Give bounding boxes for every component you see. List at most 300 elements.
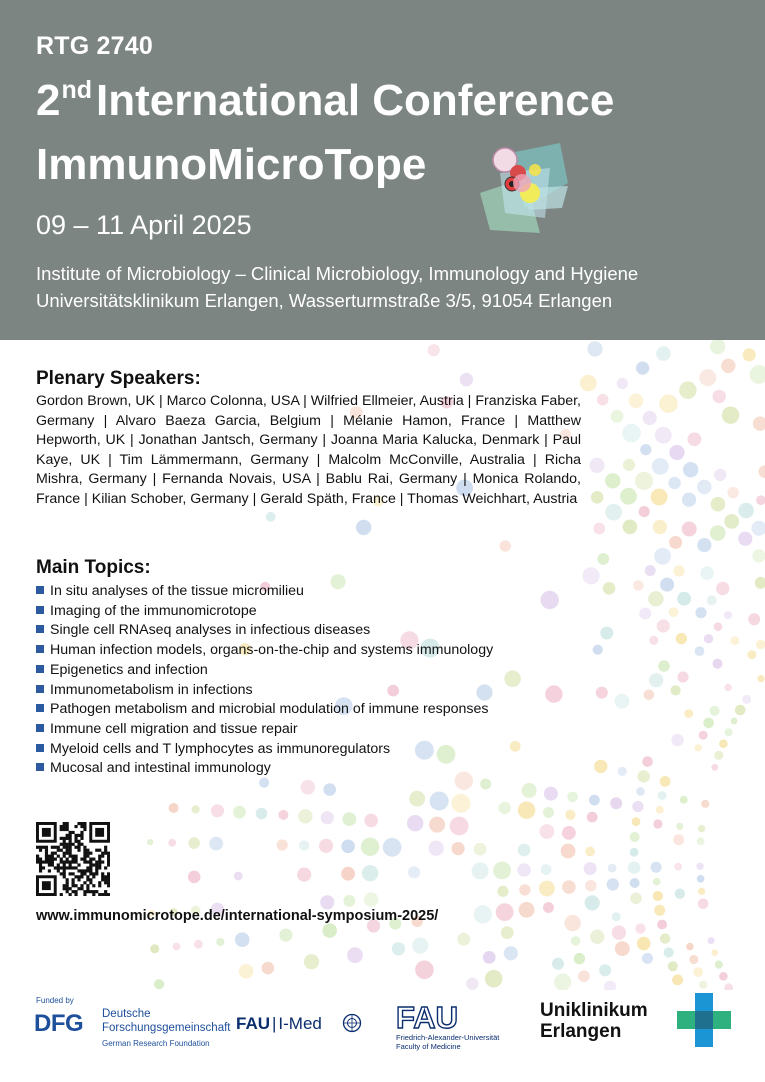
- topic-item: [36, 602, 493, 622]
- decorative-dot: [725, 728, 733, 736]
- decorative-dot: [150, 944, 159, 953]
- topic-item: [36, 621, 493, 641]
- topic-item: [36, 740, 493, 760]
- program-label: RTG 2740: [36, 32, 153, 60]
- decorative-dot: [684, 709, 693, 718]
- decorative-dot: [653, 878, 661, 886]
- decorative-dot: [735, 705, 746, 716]
- decorative-dot: [699, 731, 708, 740]
- plenary-speakers-list: Gordon Brown, UK | Marco Colonna, USA | Wilfried Ellmeier, Austria | Franziska Faber, Germany | Alvaro Baeza Garcia, Belgium | Mélanie Hamon, France | Matthew Hepworth, UK | Jonathan Jantsch, Germany | Joanna Maria Kalucka, Denmark | Paul Kaye, UK | Tim Lämmermann, Germany | Malcolm McConville, Australia | Richa Mishra, Germany | Fernanda Novais, USA | Bablu Rai, Germany | Monica Rolando, France | Kilian Schober, Germany | Gerald Späth, France | Thomas Weichhart, Austria: [36, 393, 581, 507]
- decorative-dot: [597, 553, 609, 565]
- conference-title-line2: ImmunoMicroTope: [36, 140, 427, 189]
- decorative-dot: [658, 660, 670, 672]
- plenary-speakers-heading: Plenary Speakers:: [36, 368, 201, 389]
- decorative-dot: [727, 487, 738, 498]
- decorative-dot: [590, 930, 604, 944]
- topic-item: [36, 681, 493, 701]
- decorative-dot: [752, 549, 765, 562]
- decorative-dot: [266, 512, 276, 522]
- square-bullet-icon: [36, 625, 44, 633]
- dfg-name-line1: Deutsche: [102, 1008, 151, 1020]
- fau-imed-fau: FAU: [236, 1014, 270, 1033]
- decorative-dot: [428, 841, 443, 856]
- venue-line1: Institute of Microbiology – Clinical Microbiology, Immunology and Hygiene: [36, 263, 639, 284]
- decorative-dot: [450, 817, 469, 836]
- decorative-dot: [474, 843, 487, 856]
- decorative-dot: [361, 838, 379, 856]
- decorative-dot: [675, 889, 685, 899]
- decorative-dot: [497, 886, 508, 897]
- decorative-dot: [362, 865, 378, 881]
- topic-item: [36, 641, 493, 661]
- decorative-dot: [714, 622, 723, 631]
- decorative-dot: [322, 923, 337, 938]
- decorative-dot: [697, 480, 711, 494]
- decorative-dot: [676, 823, 683, 830]
- decorative-dot: [711, 497, 726, 512]
- decorative-dot: [636, 787, 645, 796]
- fau-imed-emblem-icon: [342, 1013, 362, 1033]
- decorative-dot: [517, 863, 531, 877]
- decorative-dot: [552, 958, 564, 970]
- decorative-dot: [519, 902, 535, 918]
- decorative-dot: [642, 756, 653, 767]
- decorative-dot: [668, 961, 678, 971]
- topic-label: Human infection models, organs-on-the-chip and systems immunology: [50, 642, 494, 659]
- decorative-dot: [545, 685, 562, 702]
- decorative-dot: [671, 734, 683, 746]
- topic-label: Pathogen metabolism and microbial modulation of immune responses: [50, 701, 489, 718]
- decorative-dot: [654, 548, 671, 565]
- decorative-dot: [701, 800, 709, 808]
- decorative-dot: [660, 578, 674, 592]
- topic-item: [36, 700, 493, 720]
- decorative-dot: [719, 739, 728, 748]
- decorative-dot: [714, 469, 726, 481]
- decorative-dot: [672, 974, 683, 985]
- decorative-dot: [173, 943, 181, 951]
- square-bullet-icon: [36, 763, 44, 771]
- dfg-name-line2: Forschungsgemeinschaft: [102, 1022, 231, 1034]
- decorative-dot: [686, 943, 694, 951]
- square-bullet-icon: [36, 606, 44, 614]
- decorative-dot: [695, 744, 702, 751]
- decorative-dot: [501, 926, 514, 939]
- title-rest: International Conference: [96, 76, 615, 125]
- decorative-dot: [676, 633, 687, 644]
- decorative-dot: [642, 953, 653, 964]
- square-bullet-icon: [36, 665, 44, 673]
- square-bullet-icon: [36, 744, 44, 752]
- topic-label: Immune cell migration and tissue repair: [50, 720, 298, 737]
- decorative-dot: [711, 949, 718, 956]
- uniklinikum-name-line2: Erlangen: [540, 1021, 622, 1042]
- decorative-dot: [299, 840, 309, 850]
- decorative-dot: [635, 923, 645, 933]
- decorative-dot: [600, 627, 613, 640]
- dfg-english-name: German Research Foundation: [102, 1039, 210, 1048]
- topic-label: Epigenetics and infection: [50, 661, 208, 678]
- decorative-dot: [677, 592, 691, 606]
- decorative-dot: [383, 838, 402, 857]
- decorative-dot: [323, 783, 336, 796]
- decorative-dot: [714, 751, 723, 760]
- decorative-dot: [698, 888, 705, 895]
- decorative-dot: [710, 525, 726, 541]
- immunomicrotope-logo-icon: [470, 138, 580, 248]
- dfg-funded-by: Funded by: [36, 996, 74, 1005]
- decorative-dot: [615, 694, 630, 709]
- decorative-dot: [639, 506, 650, 517]
- decorative-dot: [680, 796, 688, 804]
- decorative-dot: [493, 862, 511, 880]
- decorative-dot: [347, 947, 363, 963]
- decorative-dot: [409, 791, 425, 807]
- decorative-dot: [698, 899, 709, 910]
- decorative-dot: [628, 861, 641, 874]
- decorative-dot: [668, 477, 680, 489]
- decorative-dot: [580, 375, 597, 392]
- decorative-dot: [757, 675, 764, 682]
- decorative-dot: [147, 839, 153, 845]
- decorative-dot: [715, 961, 723, 969]
- decorative-dot: [673, 834, 684, 845]
- decorative-dot: [669, 607, 679, 617]
- decorative-dot: [392, 942, 405, 955]
- decorative-dot: [615, 941, 630, 956]
- dfg-logo: DFG: [34, 1010, 84, 1037]
- decorative-dot: [539, 881, 555, 897]
- decorative-dot: [651, 862, 662, 873]
- topic-label: Myeloid cells and T lymphocytes as immunoregulators: [50, 740, 391, 757]
- decorative-dot: [657, 920, 667, 930]
- decorative-dot: [364, 814, 378, 828]
- decorative-dot: [711, 764, 718, 771]
- decorative-dot: [752, 521, 765, 536]
- decorative-dot: [653, 819, 662, 828]
- topic-label: In situ analyses of the tissue micromilieu: [50, 583, 304, 599]
- decorative-dot: [188, 837, 200, 849]
- topic-label: Mucosal and intestinal immunology: [50, 760, 271, 777]
- decorative-dot: [341, 840, 355, 854]
- decorative-dot: [574, 953, 585, 964]
- fau-imed-logo: FAU | I-Med: [236, 1014, 322, 1033]
- decorative-dot: [562, 826, 576, 840]
- decorative-dot: [233, 806, 246, 819]
- main-topics-heading: Main Topics:: [36, 557, 151, 578]
- decorative-dot: [565, 810, 575, 820]
- decorative-dot: [743, 348, 756, 361]
- decorative-dot: [415, 961, 434, 980]
- decorative-dot: [679, 382, 696, 399]
- decorative-dot: [587, 812, 598, 823]
- decorative-dot: [584, 862, 597, 875]
- decorative-dot: [571, 936, 581, 946]
- decorative-dot: [239, 964, 254, 979]
- decorative-dot: [622, 424, 641, 443]
- decorative-dot: [657, 619, 670, 632]
- decorative-dot: [452, 842, 465, 855]
- decorative-dot: [428, 344, 440, 356]
- decorative-dot: [639, 608, 651, 620]
- topic-label: Imaging of the immunomicrotope: [50, 602, 257, 619]
- decorative-dot: [731, 636, 740, 645]
- decorative-dot: [593, 645, 603, 655]
- decorative-dot: [747, 650, 756, 659]
- decorative-dot: [653, 891, 663, 901]
- decorative-dot: [689, 955, 698, 964]
- decorative-dot: [262, 962, 275, 975]
- conference-dates: 09 – 11 April 2025: [36, 210, 252, 240]
- decorative-dot: [633, 580, 644, 591]
- decorative-dot: [607, 878, 619, 890]
- decorative-dot: [603, 582, 616, 595]
- decorative-dot: [544, 787, 558, 801]
- decorative-dot: [519, 884, 530, 895]
- decorative-dot: [620, 488, 637, 505]
- decorative-dot: [710, 706, 720, 716]
- decorative-dot: [234, 872, 243, 881]
- decorative-dot: [589, 458, 604, 473]
- decorative-dot: [704, 634, 713, 643]
- decorative-dot: [304, 954, 319, 969]
- decorative-dot: [474, 905, 492, 923]
- decorative-dot: [724, 514, 739, 529]
- decorative-dot: [561, 844, 576, 859]
- decorative-dot: [695, 646, 705, 656]
- decorative-dot: [674, 863, 682, 871]
- fau-logo-icon: [396, 1002, 466, 1032]
- decorative-dot: [731, 718, 738, 725]
- decorative-dot: [611, 410, 624, 423]
- qr-code-icon[interactable]: [36, 822, 110, 896]
- footer-logos: [0, 985, 765, 1082]
- fau-logo-text: FAU: [396, 1002, 458, 1032]
- decorative-dot: [319, 839, 333, 853]
- decorative-dot: [496, 903, 514, 921]
- decorative-dot: [696, 863, 703, 870]
- decorative-dot: [591, 491, 604, 504]
- decorative-dot: [610, 797, 622, 809]
- decorative-dot: [612, 926, 626, 940]
- decorative-dot: [673, 565, 684, 576]
- decorative-dot: [682, 493, 696, 507]
- fau-name: Friedrich-Alexander-Universität: [396, 1033, 500, 1042]
- decorative-dot: [605, 504, 622, 521]
- decorative-dot: [321, 811, 334, 824]
- topic-label: Single cell RNAseq analyses in infectious diseases: [50, 622, 371, 639]
- topic-item: [36, 582, 493, 602]
- decorative-dot: [682, 522, 697, 537]
- main-topics-list: [36, 582, 493, 779]
- decorative-dot: [697, 538, 711, 552]
- square-bullet-icon: [36, 685, 44, 693]
- decorative-dot: [713, 390, 726, 403]
- decorative-dot: [636, 362, 649, 375]
- decorative-dot: [724, 611, 732, 619]
- decorative-dot: [644, 690, 655, 701]
- decorative-dot: [499, 802, 511, 814]
- decorative-dot: [192, 805, 200, 813]
- decorative-dot: [713, 659, 723, 669]
- decorative-dot: [298, 809, 312, 823]
- square-bullet-icon: [36, 724, 44, 732]
- decorative-dot: [638, 770, 650, 782]
- decorative-dot: [277, 839, 288, 850]
- decorative-dot: [564, 915, 580, 931]
- decorative-dot: [407, 815, 423, 831]
- decorative-dot: [759, 465, 765, 478]
- decorative-dot: [721, 359, 735, 373]
- decorative-dot: [648, 591, 663, 606]
- decorative-dot: [452, 794, 471, 813]
- decorative-dot: [656, 346, 671, 361]
- decorative-dot: [649, 636, 658, 645]
- decorative-dot: [169, 803, 179, 813]
- decorative-dot: [518, 802, 535, 819]
- decorative-dot: [738, 532, 752, 546]
- decorative-dot: [504, 946, 518, 960]
- decorative-dot: [472, 862, 489, 879]
- decorative-dot: [630, 878, 640, 888]
- decorative-dot: [630, 848, 639, 857]
- decorative-dot: [585, 847, 595, 857]
- decorative-dot: [664, 947, 674, 957]
- decorative-dot: [585, 895, 600, 910]
- decorative-dot: [618, 767, 627, 776]
- decorative-dot: [630, 893, 642, 905]
- decorative-dot: [700, 566, 714, 580]
- decorative-dot: [429, 817, 445, 833]
- decorative-dot: [755, 577, 765, 589]
- decorative-dot: [671, 685, 681, 695]
- decorative-dot: [567, 792, 578, 803]
- decorative-dot: [635, 472, 653, 490]
- decorative-dot: [660, 933, 670, 943]
- decorative-dot: [543, 807, 554, 818]
- decorative-dot: [748, 613, 760, 625]
- decorative-dot: [656, 806, 664, 814]
- decorative-dot: [659, 394, 678, 413]
- decorative-dot: [522, 783, 537, 798]
- topic-label: Immunometabolism in infections: [50, 681, 253, 698]
- square-bullet-icon: [36, 586, 44, 594]
- decorative-dot: [750, 365, 765, 384]
- decorative-dot: [596, 687, 608, 699]
- header-banner: [0, 0, 765, 340]
- decorative-dot: [341, 867, 355, 881]
- decorative-dot: [716, 582, 729, 595]
- decorative-dot: [342, 812, 356, 826]
- decorative-dot: [480, 779, 491, 790]
- decorative-dot: [742, 695, 751, 704]
- decorative-dot: [188, 871, 201, 884]
- decorative-dot: [703, 718, 714, 729]
- topic-item: [36, 661, 493, 681]
- decorative-dot: [297, 868, 311, 882]
- fau-imed-rest: I-Med: [278, 1014, 322, 1033]
- decorative-dot: [541, 591, 559, 609]
- decorative-dot: [578, 970, 590, 982]
- decorative-dot: [699, 369, 716, 386]
- decorative-dot: [738, 503, 754, 519]
- decorative-dot: [408, 866, 420, 878]
- decorative-dot: [637, 937, 651, 951]
- decorative-dot: [540, 824, 555, 839]
- decorative-dot: [623, 459, 635, 471]
- decorative-dot: [658, 791, 667, 800]
- decorative-dot: [608, 864, 617, 873]
- decorative-dot: [756, 495, 765, 505]
- decorative-dot: [412, 938, 428, 954]
- title-ordinal-number: 2: [36, 76, 61, 125]
- decorative-dot: [654, 905, 665, 916]
- decorative-dot: [364, 892, 378, 906]
- decorative-dot: [753, 416, 765, 430]
- decorative-dot: [460, 373, 473, 386]
- decorative-dot: [653, 520, 667, 534]
- decorative-dot: [518, 844, 531, 857]
- decorative-dot: [430, 792, 449, 811]
- square-bullet-icon: [36, 704, 44, 712]
- topic-item: [36, 720, 493, 740]
- decorative-dot: [301, 780, 316, 795]
- decorative-dot: [629, 394, 644, 409]
- uniklinikum-name-line1: Uniklinikum: [540, 1000, 648, 1021]
- decorative-dot: [660, 776, 671, 787]
- decorative-dot: [278, 810, 288, 820]
- decorative-dot: [719, 972, 728, 981]
- decorative-dot: [211, 804, 224, 817]
- decorative-dot: [632, 801, 643, 812]
- decorative-dot: [587, 341, 602, 356]
- decorative-dot: [708, 937, 715, 944]
- decorative-dot: [543, 902, 554, 913]
- decorative-dot: [688, 432, 702, 446]
- title-ordinal-suffix: nd: [61, 76, 93, 104]
- decorative-dot: [722, 407, 739, 424]
- decorative-dot: [343, 895, 355, 907]
- decorative-dot: [697, 875, 705, 883]
- decorative-dot: [683, 462, 698, 477]
- decorative-dot: [623, 520, 638, 535]
- decorative-dot: [640, 444, 651, 455]
- conference-title-line1: [36, 76, 614, 126]
- fau-faculty: Faculty of Medicine: [396, 1042, 461, 1051]
- decorative-dot: [194, 940, 203, 949]
- decorative-dot: [756, 640, 765, 650]
- square-bullet-icon: [36, 645, 44, 653]
- decorative-dot: [583, 567, 600, 584]
- decorative-dot: [216, 938, 224, 946]
- decorative-dot: [652, 458, 669, 475]
- decorative-dot: [356, 520, 371, 535]
- topic-item: [36, 759, 493, 779]
- decorative-dot: [643, 411, 657, 425]
- decorative-dot: [168, 839, 176, 847]
- decorative-dot: [669, 536, 682, 549]
- decorative-dot: [669, 445, 684, 460]
- website-link[interactable]: www.immunomicrotope.de/international-symposium-2025/: [36, 908, 439, 924]
- decorative-dot: [630, 832, 640, 842]
- uniklinikum-cross-icon: [677, 993, 731, 1047]
- decorative-dot: [612, 912, 621, 921]
- decorative-dot: [697, 837, 705, 845]
- decorative-dot: [698, 825, 705, 832]
- decorative-dot: [541, 864, 552, 875]
- decorative-dot: [724, 684, 731, 691]
- decorative-dot: [632, 817, 641, 826]
